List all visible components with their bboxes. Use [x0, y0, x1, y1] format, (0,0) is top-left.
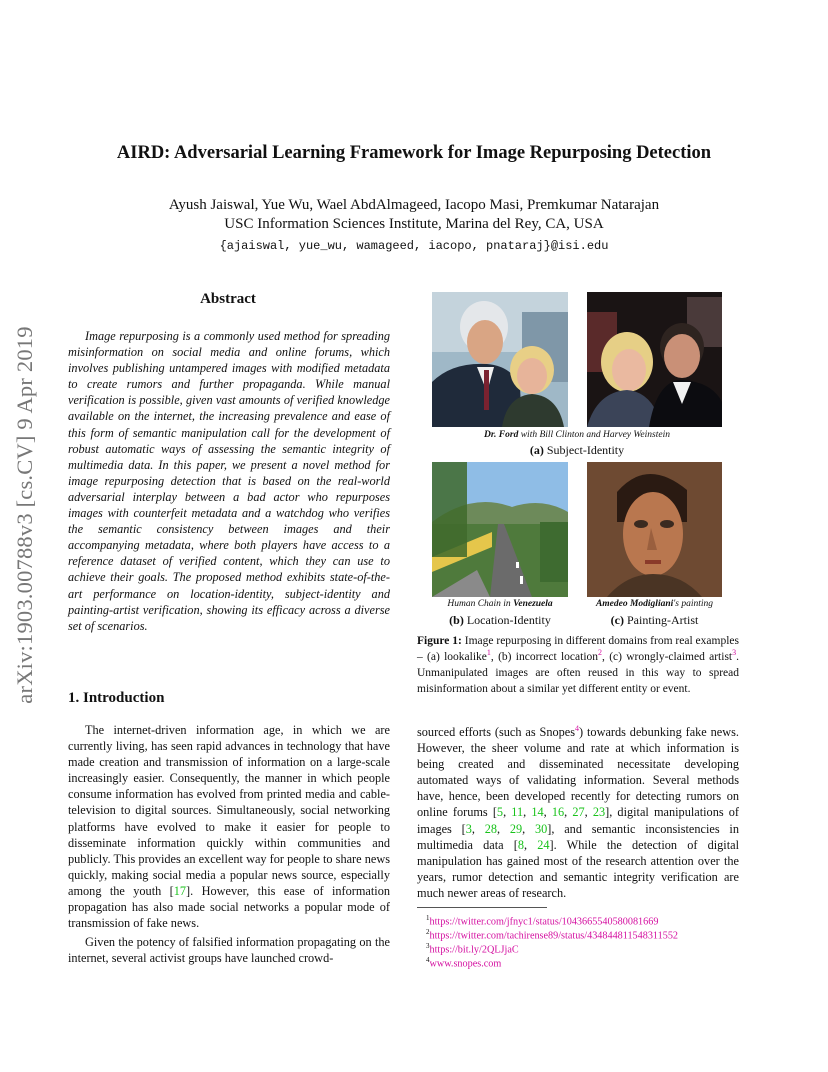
citation-link[interactable]: 16 — [551, 805, 565, 820]
arxiv-id: arXiv:1903.00788v3 [cs.CV] 9 Apr 2019 — [12, 326, 37, 704]
author-list: Ayush Jaiswal, Yue Wu, Wael AbdAlmageed, Iacopo Masi, Premkumar Natarajan — [168, 197, 660, 213]
photo-weinstein — [587, 292, 722, 427]
citation-link[interactable]: 24 — [537, 837, 550, 852]
abstract-text: Image repurposing is a commonly used method for spreading misinformation on social media and online forums, which involves publishing untampered images with modified metadata to create rumors and further propaganda. While manual verification is possible, given vast amounts of verified knowledge available on the internet, the increasing prevalence and ease of this form of semantic manipulation call for the development of robust automatic ways of assessing the semantic integrity of multimedia data. In this paper, we present a novel method for image repurposing detection that is based on the real-world adversarial interplay between a bad actor who repurposes images with counterfeit metadata and a watchdog who verifies the semantic consistency between images and their accompanying metadata, where both players have access to a reference dataset of verified content, which they can use to achieve their goals. The proposed method exhibits state-of-the-art performance on location-identity, subject-identity and painting-artist verification, showing its efficacy across a diverse set of scenarios. — [68, 329, 390, 633]
intro-paragraph-1: The internet-driven information age, in which we are currently living, has seen rapid advances in technology that have made creation and transmission of information on a large-scale increasingly easier. Consequently, the manner in which people consume information has evolved from printed media and cable-television to digital sources. Simultaneously, social networking platforms have evolved to make it easier for people to disseminate information quickly within communities and publicly. This provides an excellent way for people to share news quickly, making social media a popular news source, especially among the youth [17]. However, this ease of information propagation has also made social networks a popular mode of transmission of fake news. — [68, 723, 390, 931]
intro-paragraph-3: sourced efforts (such as Snopes$^4$) towards debunking fake news. However, the sheer volume and rate at which information is being created and disseminated necessitate developing automated ways of validating information. Several methods have, hence, been developed recently for detecting rumors on online forums [5, 11, 14, 16, 27, 23], digital manipulations of images [3, 28, 29, 30], and semantic inconsistencies in multimedia data [8, 24]. While the detection of digital manipulation has gained most of the research attention over the years, rumor detection and semantic integrity verification are much newer areas of research. — [417, 723, 739, 900]
subcaption-a-detail: Dr. Ford with Bill Clinton and Harvey Weinstein — [484, 430, 670, 440]
affiliation: USC Information Sciences Institute, Marina del Rey, CA, USA — [224, 216, 604, 232]
subcaption-b-detail: Human Chain in Venezuela — [447, 599, 553, 609]
author-block — [0, 196, 828, 234]
author-emails: {ajaiswal, yue_wu, wamageed, iacopo, pnataraj}@isi.edu — [219, 239, 609, 253]
footnote-4[interactable]: $^4$www.snopes.com — [426, 956, 502, 970]
citation-link[interactable]: 27 — [572, 805, 585, 820]
citation-link[interactable]: 28 — [484, 821, 497, 836]
photo-modigliani — [587, 462, 722, 597]
citation-link[interactable]: 30 — [534, 821, 548, 836]
citation-link[interactable]: 5 — [496, 805, 504, 820]
section-heading-introduction: 1. Introduction — [68, 690, 165, 706]
intro-paragraph-2: Given the potency of falsified information propagating on the internet, several activist groups have launched crowd- — [68, 935, 390, 966]
footnote-rule — [417, 907, 547, 908]
subcaption-c: (c) Painting-Artist — [610, 613, 699, 627]
footnote-3[interactable]: $^3$https://bit.ly/2QLJjaC — [426, 942, 519, 956]
citation-link[interactable]: 3 — [465, 821, 472, 836]
citation-link[interactable]: 29 — [509, 821, 523, 836]
citation-link[interactable]: 11 — [511, 805, 524, 820]
subcaption-a: (a) Subject-Identity — [529, 443, 625, 457]
subcaption-c-detail: Amedeo Modigliani's painting — [595, 599, 714, 609]
citation-link[interactable]: 23 — [592, 805, 606, 820]
citation-link[interactable]: 17 — [173, 883, 187, 898]
photo-venezuela — [432, 462, 568, 597]
arxiv-stamp — [2, 280, 48, 750]
abstract-heading: Abstract — [200, 291, 256, 307]
paper-title: AIRD: Adversarial Learning Framework for Image Repurposing Detection — [116, 143, 712, 163]
footnote-2[interactable]: $^2$https://twitter.com/tachirense89/status/434844811548311552 — [426, 928, 679, 942]
photo-clinton — [432, 292, 568, 427]
citation-link[interactable]: 8 — [517, 837, 525, 852]
figure-caption: Figure 1: Image repurposing in different domains from real examples – (a) lookalike$^1$, (b) incorrect location$^2$, (c) wrongly-claimed artist$^3$. Unmanipulated images are often reused in this way to spread misinformation about a similar yet different entity or event. — [417, 635, 739, 695]
footnote-1[interactable]: $^1$https://twitter.com/jfnyc1/status/1043665540580081669 — [426, 914, 659, 928]
citation-link[interactable]: 14 — [531, 805, 544, 820]
subcaption-b: (b) Location-Identity — [449, 613, 551, 627]
